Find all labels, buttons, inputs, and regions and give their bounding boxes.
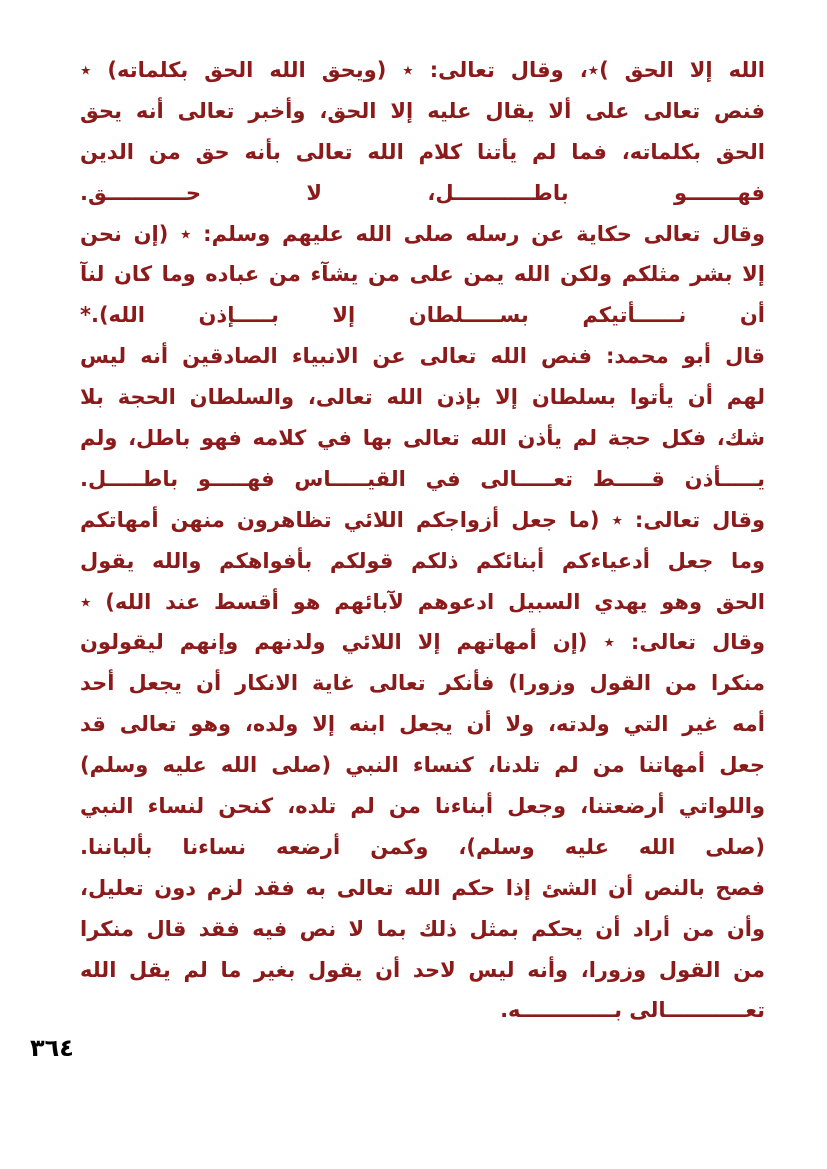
text-line-19: واللواتي أرضعتنا، وجعل أبناءنا من لم تلده، كنحن لنساء النبي [80, 794, 765, 819]
text-line-16: منكرا من القول وزورا) فأنكر تعالى غاية الانكار أن يجعل أحد [80, 671, 765, 696]
text-line-6: إلا بشر مثلكم ولكن الله يمن على من يشآء من عباده وما كان لنآ [80, 262, 765, 287]
text-line-23: من القول وزورا، وأنه ليس لاحد أن يقول بغير ما لم يقل الله [80, 957, 765, 982]
text-line-5: وقال تعالى حكاية عن رسله صلى الله عليهم وسلم: ٭ (إن نحن [80, 221, 765, 246]
text-line-11: يـــــأذن قـــــط تعـــــالى في القيـــــاس فهـــــو باطـــــل. [80, 466, 765, 491]
text-line-14: الحق وهو يهدي السبيل ادعوهم لآبائهم هو أقسط عند الله) ٭ [80, 589, 765, 614]
text-line-15: وقال تعالى: ٭ (إن أمهاتهم إلا اللائي ولدنهم وإنهم ليقولون [80, 630, 765, 655]
text-line-20: (صلى الله عليه وسلم)، وكمن أرضعه نساءنا بألباننا. [80, 834, 765, 859]
text-line-13: وما جعل أدعياءكم أبنائكم ذلكم قولكم بأفواهكم والله يقول [80, 548, 765, 573]
text-line-10: شك، فكل حجة لم يأذن الله تعالى بها في كلامه فهو باطل، ولم [80, 426, 765, 451]
text-line-12: وقال تعالى: ٭ (ما جعل أزواجكم اللائي تظاهرون منهن أمهاتكم [80, 507, 765, 532]
page-number: ٣٦٤ [30, 1034, 74, 1062]
text-line-1: الله إلا الحق )٭، وقال تعالى: ٭ (ويحق الله الحق بكلماته) ٭ [80, 58, 765, 82]
body-text [80, 50, 765, 1031]
text-line-4: فهـــــــو باطـــــــــــل، لا حـــــــــــق. [80, 180, 765, 205]
text-line-2: فنص تعالى على ألا يقال عليه إلا الحق، وأخبر تعالى أنه يحق [80, 98, 765, 123]
text-line-18: جعل أمهاتنا من لم تلدنا، كنساء النبي (صلى الله عليه وسلم) [80, 753, 765, 778]
text-line-3: الحق بكلماته، فما لم يأتنا كلام الله تعالى بأنه حق من الدين [80, 139, 765, 164]
text-line-9: لهم أن يأتوا بسلطان إلا بإذن الله تعالى، والسلطان الحجة بلا [80, 385, 765, 410]
text-line-21: فصح بالنص أن الشئ إذا حكم الله تعالى به فقد لزم دون تعليل، [80, 875, 765, 900]
text-line-24: تعـــــــــــالى بـــــــــــــه. [500, 998, 765, 1023]
text-line-7: أن نــــــأتيكم بســـــلطان إلا بـــــإذن الله).* [80, 303, 765, 328]
text-line-22: وأن من أراد أن يحكم بمثل ذلك بما لا نص فيه فقد قال منكرا [80, 916, 765, 941]
text-line-8: قال أبو محمد: فنص الله تعالى عن الانبياء الصادقين أنه ليس [80, 344, 765, 369]
text-line-17: أمه غير التي ولدته، ولا أن يجعل ابنه إلا ولده، وهو تعالى قد [80, 712, 765, 737]
